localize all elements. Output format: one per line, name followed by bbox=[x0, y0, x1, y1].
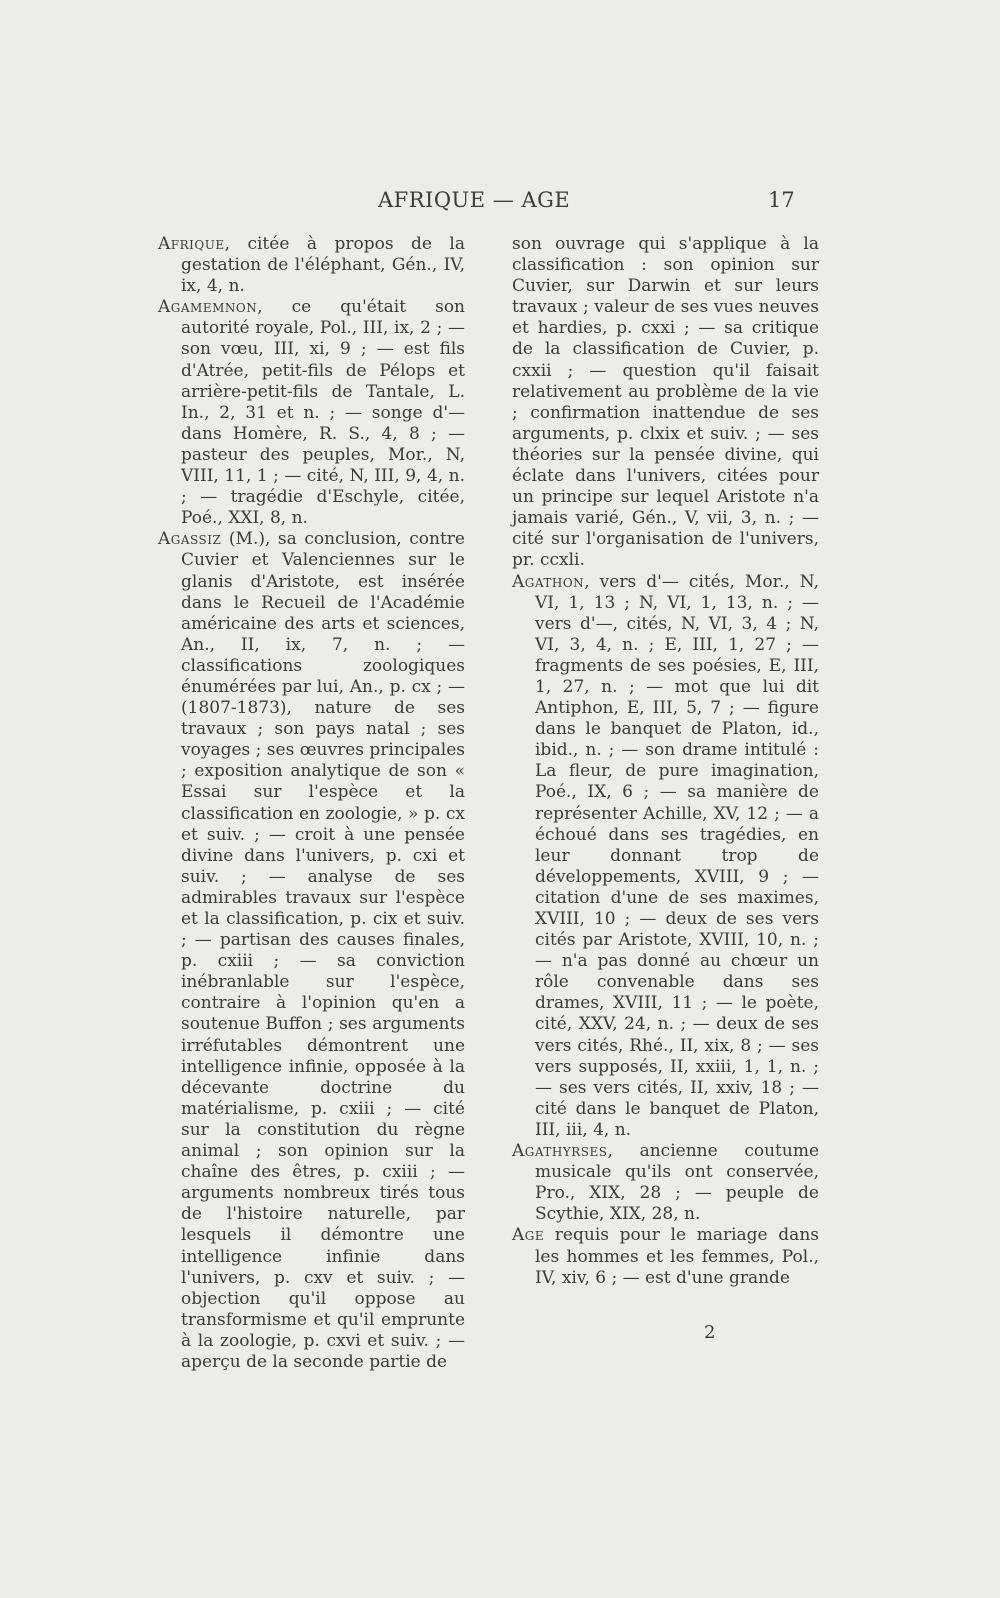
entry-headword: Agassiz bbox=[158, 529, 222, 550]
page-title: AFRIQUE — AGE bbox=[378, 188, 571, 212]
entry-text: (M.), sa conclusion, contre Cuvier et Valenciennes sur le glanis d'Aristote, est insérée dans le Recueil de l'Académie américaine des arts et sciences, An., II, ix, 7, n. ; — classifications zoologiques énumérées par lui, An., p. cx ; — (1807-1873), nature de ses travaux ; son pays natal ; ses voyages ; ses œuvres principales ; exposition analytique de son « Essai sur l'espèce et la classification en zoologie, » p. cx et suiv. ; — croit à une pensée divine dans l'univers, p. cxi et suiv. ; — analyse de ses admirables travaux sur l'espèce et la classification, p. cix et suiv. ; — partisan des causes finales, p. cxiii ; — sa conviction inébranlable sur l'espèce, contraire à l'opinion qu'en a soutenue Buffon ; ses arguments irréfutables démontrent une intelligence infinie, opposée à la décevante doctrine du matérialisme, p. cxiii ; — cité sur la constitution du règne animal ; son opinion sur la chaîne des êtres, p. cxiii ; — arguments nombreux tirés tous de l'histoire naturelle, par lesquels il démontre une intelligence infinie dans l'univers, p. cxv et suiv. ; — objection qu'il oppose au transformisme et qu'il emprunte à la zoologie, p. cxvi et suiv. ; — aperçu de la seconde partie de bbox=[181, 529, 465, 1372]
page-number: 17 bbox=[768, 188, 795, 212]
entry-text: son ouvrage qui s'applique à la classification : son opinion sur Cuvier, sur Darwin et sur leurs travaux ; valeur de ses vues neuves et hardies, p. cxxi ; — sa critique de la classification de Cuvier, p. cxxii ; — question qu'il faisait relativement au problème de la vie ; confirmation inattendue de ses arguments, p. clxix et suiv. ; — ses théories sur la pensée divine, qui éclate dans l'univers, citées pour un principe sur lequel Aristote n'a jamais varié, Gén., V, vii, 3, n. ; — cité sur l'organisation de l'univers, pr. ccxli. bbox=[512, 234, 819, 571]
index-entry bbox=[512, 572, 819, 1142]
entry-headword: Age bbox=[512, 1225, 545, 1246]
index-entry bbox=[512, 1141, 819, 1225]
index-entry-continuation bbox=[512, 234, 819, 572]
signature-mark: 2 bbox=[704, 1322, 716, 1343]
index-entry bbox=[158, 297, 465, 529]
right-column bbox=[512, 234, 819, 1289]
entry-headword: Agamemnon bbox=[158, 297, 258, 318]
index-entry bbox=[512, 1225, 819, 1288]
index-entry bbox=[158, 529, 465, 1373]
entry-headword: Agathon bbox=[512, 571, 585, 592]
entry-text: requis pour le mariage dans les hommes et les femmes, Pol., IV, xiv, 6 ; — est d'une grande bbox=[535, 1225, 819, 1288]
entry-text: , citée à propos de la gestation de l'éléphant, Gén., IV, ix, 4, n. bbox=[181, 234, 465, 297]
entry-text: , vers d'— cités, Mor., N, VI, 1, 13 ; N, VI, 1, 13, n. ; — vers d'—, cités, N, VI, 3, 4 ; N, VI, 3, 4, n. ; E, III, 1, 27 ; — fragments de ses poésies, E, III, 1, 27, n. ; — mot que lui dit Antiphon, E, III, 5, 7 ; — figure dans le banquet de Platon, id., ibid., n. ; — son drame intitulé : La fleur, de pure imagination, Poé., IX, 6 ; — sa manière de représenter Achille, XV, 12 ; — a échoué dans ses tragédies, en leur donnant trop de développements, XVIII, 9 ; — citation d'une de ses maximes, XVIII, 10 ; — deux de ses vers cités par Aristote, XVIII, 10, n. ; — n'a pas donné au chœur un rôle convenable dans ses drames, XVIII, 11 ; — le poète, cité, XXV, 24, n. ; — deux de ses vers cités, Rhé., II, xix, 8 ; — ses vers supposés, II, xxiii, 1, 1, n. ; — ses vers cités, II, xxiv, 18 ; — cité dans le banquet de Platon, III, iii, 4, n. bbox=[535, 571, 819, 1140]
left-column bbox=[158, 234, 465, 1373]
entry-text: , ancienne coutume musicale qu'ils ont conservée, Pro., XIX, 28 ; — peuple de Scythie, XIX, 28, n. bbox=[535, 1141, 819, 1225]
index-entry bbox=[158, 234, 465, 297]
running-header bbox=[0, 188, 1000, 222]
entry-headword: Agathyrses bbox=[512, 1141, 608, 1162]
entry-headword: Afrique bbox=[158, 234, 225, 254]
entry-text: , ce qu'était son autorité royale, Pol., III, ix, 2 ; — son vœu, III, xi, 9 ; — est fils d'Atrée, petit-fils de Pélops et arrière-petit-fils de Tantale, L. In., 2, 31 et n. ; — songe d'— dans Homère, R. S., 4, 8 ; — pasteur des peuples, Mor., N, VIII, 11, 1 ; — cité, N, III, 9, 4, n. ; — tragédie d'Eschyle, citée, Poé., XXI, 8, n. bbox=[181, 297, 465, 529]
